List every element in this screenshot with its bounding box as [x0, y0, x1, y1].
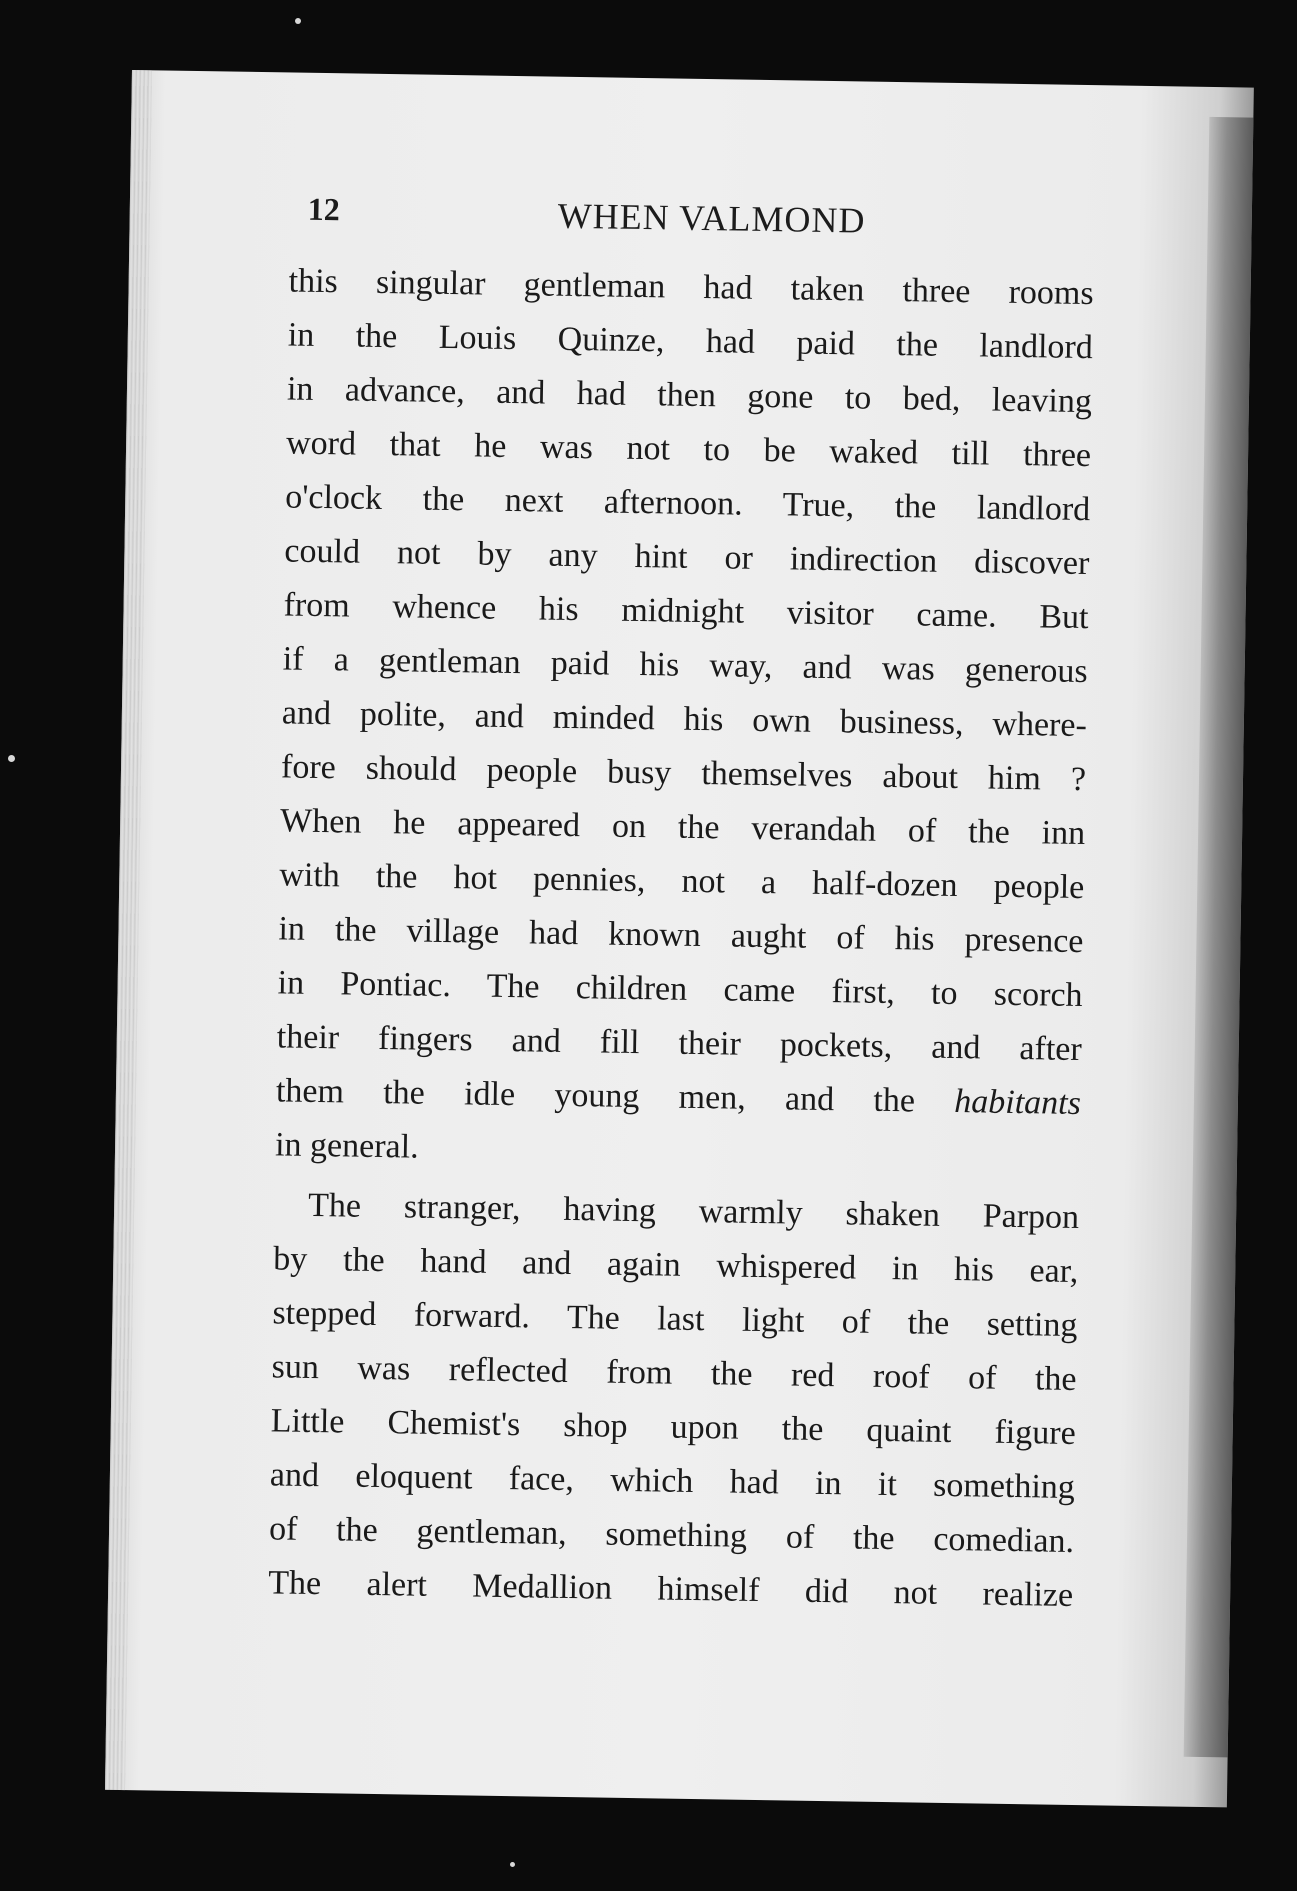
text-line: of the gentleman, something of the comedian.: [268, 1510, 1075, 1560]
text-line: Little Chemist's shop upon the quaint figure: [270, 1402, 1076, 1452]
page-fore-edge: [1184, 117, 1254, 1757]
text-line: by the hand and again whispered in his ear,: [273, 1240, 1079, 1291]
dust-speck: [8, 755, 15, 762]
text-line: word that he was not to be waked till three: [285, 424, 1092, 475]
italic-word: habitants: [954, 1083, 1082, 1123]
text-line: could not by any hint or indirection discover: [284, 532, 1090, 583]
text-line: in advance, and had then gone to bed, leaving: [286, 370, 1093, 421]
text-line: and polite, and minded his own business, where-: [281, 694, 1088, 745]
text-line: their fingers and fill their pockets, and after: [276, 1018, 1083, 1069]
page-header: [307, 191, 1078, 253]
text-line: When he appeared on the verandah of the inn: [279, 802, 1086, 853]
text-line: in the Louis Quinze, had paid the landlord: [287, 316, 1094, 367]
paragraph-1: [275, 254, 1094, 1185]
text-line: this singular gentleman had taken three rooms: [288, 262, 1094, 313]
text-line: The stranger, having warmly shaken Parpon: [307, 1186, 1080, 1237]
text-line: in general.: [274, 1126, 419, 1166]
text-fragment: them the idle young men, and the: [275, 1072, 916, 1120]
page-number: 12: [307, 190, 341, 228]
text-line: fore should people busy themselves about him ?: [280, 748, 1087, 799]
text-line: in the village had known aught of his presence: [278, 910, 1084, 961]
text-line: stepped forward. The last light of the setting: [272, 1294, 1078, 1345]
text-line: in Pontiac. The children came first, to scorch: [277, 964, 1083, 1015]
text-line: o'clock the next afternoon. True, the landlord: [285, 478, 1091, 529]
paragraph-2: [268, 1178, 1080, 1623]
text-line: with the hot pennies, not a half-dozen people: [279, 856, 1085, 907]
dust-speck: [295, 18, 301, 24]
text-line: The alert Medallion himself did not realize: [267, 1564, 1074, 1614]
text-line: from whence his midnight visitor came. But: [283, 586, 1089, 637]
book-page: [105, 70, 1254, 1807]
running-head: WHEN VALMOND: [557, 195, 866, 241]
page-binding-edge: [105, 70, 152, 1790]
text-line: sun was reflected from the red roof of the: [271, 1348, 1077, 1398]
body-text: [268, 254, 1094, 1622]
text-line: and eloquent face, which had in it something: [269, 1456, 1076, 1506]
dust-speck: [510, 1862, 515, 1867]
text-line: if a gentleman paid his way, and was generous: [282, 640, 1088, 691]
